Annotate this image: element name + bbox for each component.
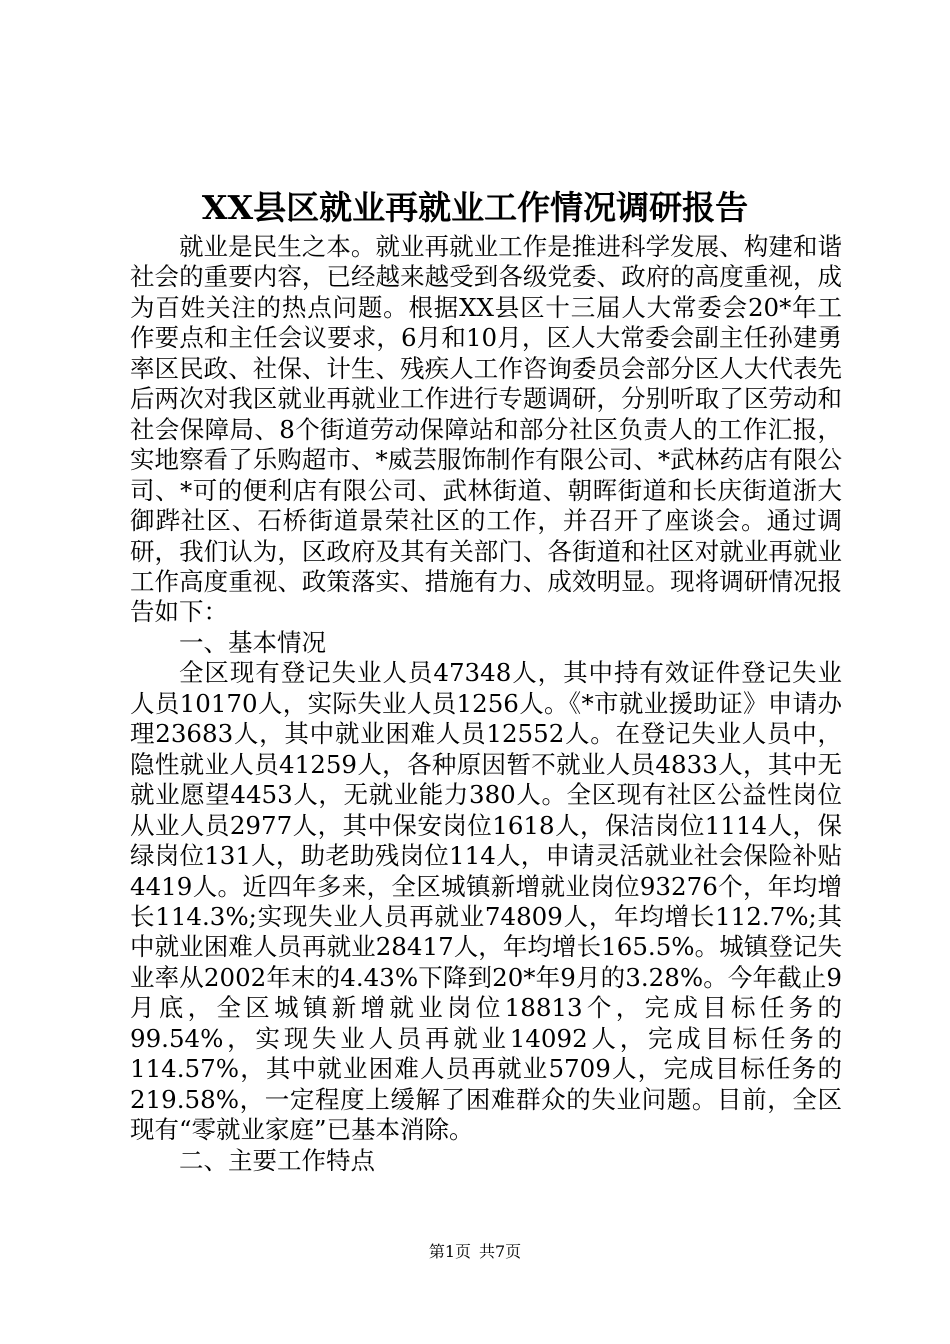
intro-paragraph: 就业是民生之本。就业再就业工作是推进科学发展、构建和谐社会的重要内容，已经越来越受到各级党委、政府的高度重视，成为百姓关注的热点问题。根据XX县区十三届人大常委会20*年工作要点和主任会议要求，6月和10月，区人大常委会副主任孙建勇率区民政、社保、计生、残疾人工作咨询委员会部分区人大代表先后两次对我区就业再就业工作进行专题调研，分别听取了区劳动和社会保障局、8个街道劳动保障站和部分社区负责人的工作汇报，实地察看了乐购超市、*威芸服饰制作有限公司、*武林药店有限公司、*可的便利店有限公司、武林街道、朝晖街道和长庆街道浙大御跸社区、石桥街道景荣社区的工作，并召开了座谈会。通过调研，我们认为，区政府及其有关部门、各街道和社区对就业再就业工作高度重视、政策落实、措施有力、成效明显。现将调研情况报告如下： (130, 232, 842, 627)
document-title: XX县区就业再就业工作情况调研报告 (201, 188, 749, 227)
page-number: 第1页 (428, 1242, 471, 1261)
page-footer (0, 1240, 950, 1264)
section-heading-main-features: 二、主要工作特点 (179, 1145, 375, 1175)
document-body (130, 232, 842, 1176)
basic-situation-paragraph: 全区现有登记失业人员47348人，其中持有效证件登记失业人员10170人，实际失业人员1256人。《*市就业援助证》申请办理23683人，其中就业困难人员12552人。在登记失业人员中，隐性就业人员41259人，各种原因暂不就业人员4833人，其中无就业愿望4453人，无就业能力380人。全区现有社区公益性岗位从业人员2977人，其中保安岗位1618人，保洁岗位1114人，保绿岗位131人，助老助残岗位114人，申请灵活就业社会保险补贴4419人。近四年多来，全区城镇新增就业岗位93276个，年均增长114.3%;实现失业人员再就业74809人，年均增长112.7%;其中就业困难人员再就业28417人，年均增长165.5%。城镇登记失业率从2002年末的4.43%下降到20*年9月的3.28%。今年截止9月底，全区城镇新增就业岗位18813个，完成目标任务的99.54%，实现失业人员再就业14092人，完成目标任务的114.57%，其中就业困难人员再就业5709人，完成目标任务的219.58%，一定程度上缓解了困难群众的失业问题。目前，全区现有“零就业家庭”已基本消除。 (130, 658, 842, 1145)
section-heading-basic-situation: 一、基本情况 (179, 627, 326, 657)
page-total: 共7页 (479, 1242, 522, 1261)
